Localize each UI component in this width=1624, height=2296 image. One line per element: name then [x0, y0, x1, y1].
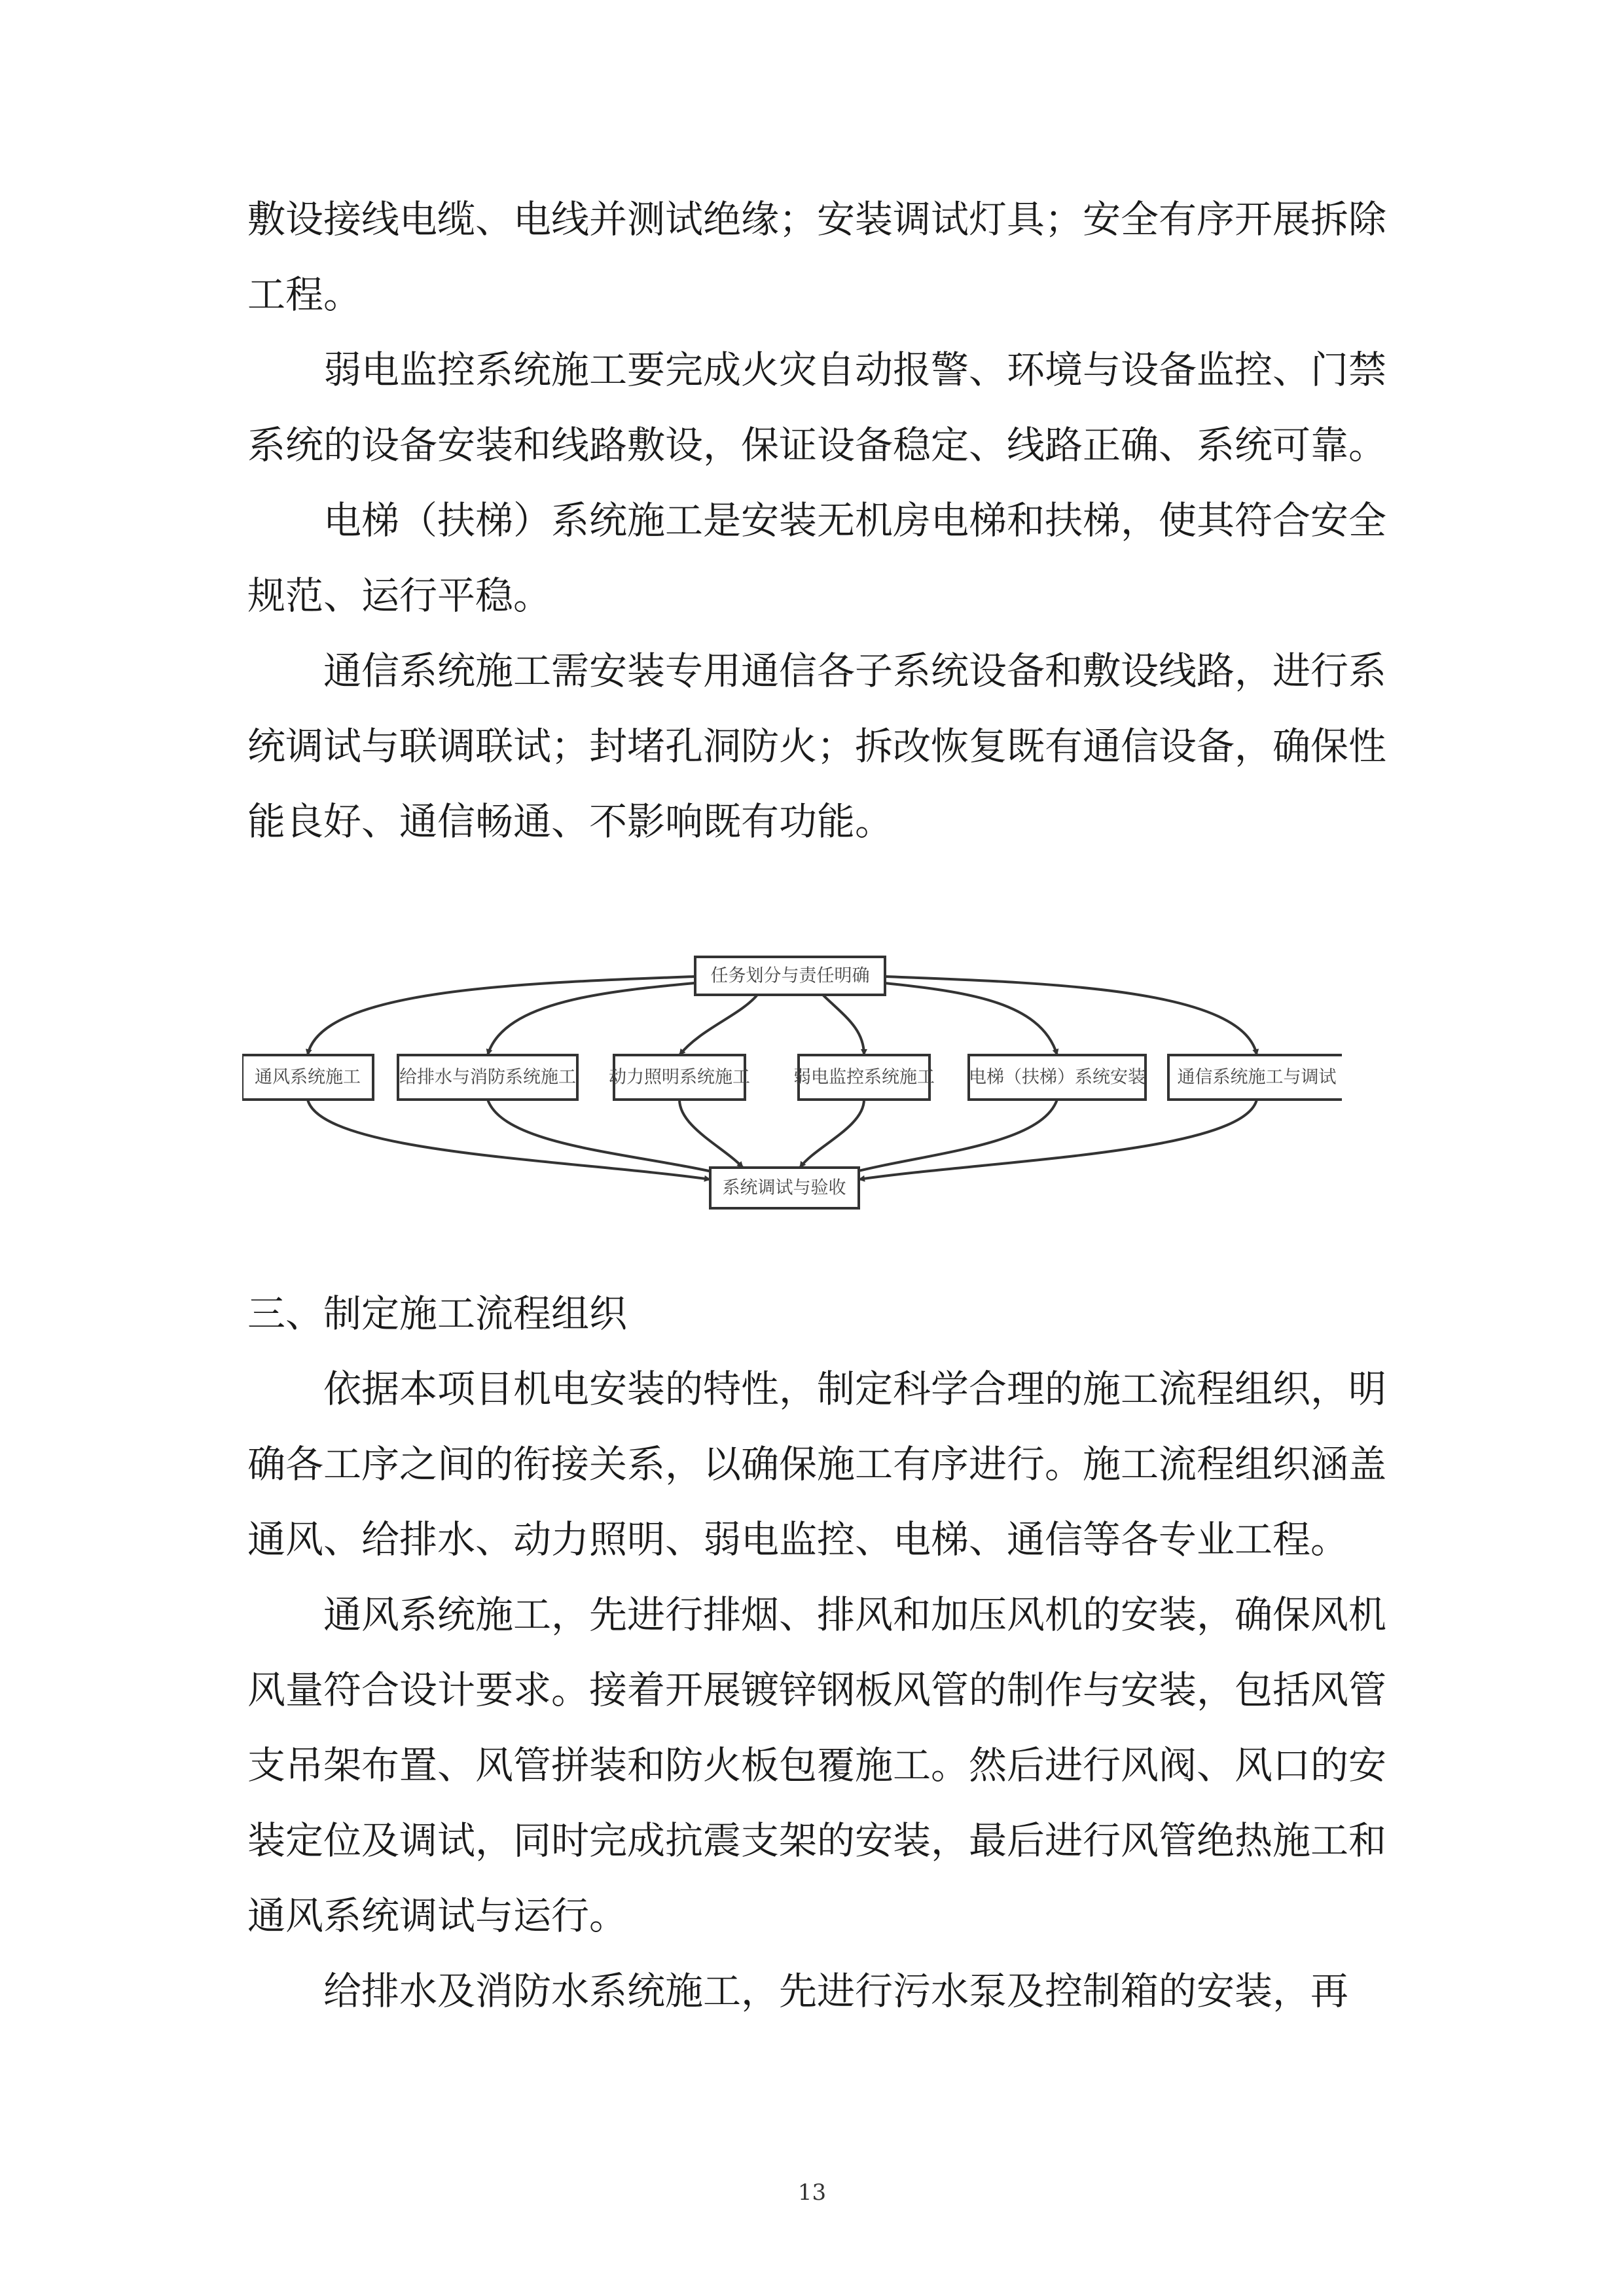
paragraph: 敷设接线电缆、电线并测试绝缘；安装调试灯具；安全有序开展拆除工程。 — [247, 197, 1387, 317]
body-text-bottom — [247, 1276, 1386, 2029]
flow-arrow — [823, 995, 864, 1055]
node-label: 系统调试与验收 — [722, 1177, 846, 1198]
flow-arrow — [488, 1100, 723, 1174]
paragraph: 给排水及消防水系统施工，先进行污水泵及控制箱的安装，再 — [323, 1969, 1349, 2013]
node-label: 弱电监控系统施工 — [793, 1067, 935, 1088]
paragraph: 依据本项目机电安装的特性，制定科学合理的施工流程组织，明确各工序之间的衔接关系，以确保施工有序进行。施工流程组织涵盖通风、给排水、动力照明、弱电监控、电梯、通信等各专业工程。 — [247, 1367, 1387, 1562]
node-elevator — [969, 1055, 1146, 1100]
flow-arrow — [872, 982, 1057, 1055]
page-number: 13 — [797, 2179, 827, 2206]
node-ventilation — [242, 1055, 373, 1100]
node-system-acceptance — [710, 1168, 859, 1208]
paragraph: 弱电监控系统施工要完成火灾自动报警、环境与设备监控、门禁系统的设备安装和线路敷设，保证设备稳定、线路正确、系统可靠。 — [247, 348, 1387, 467]
node-label: 电梯（扶梯）系统安装 — [969, 1067, 1146, 1088]
flow-arrow — [488, 982, 708, 1055]
flow-arrow — [308, 1100, 710, 1179]
paragraph: 电梯（扶梯）系统施工是安装无机房电梯和扶梯，使其符合安全规范、运行平稳。 — [247, 498, 1387, 618]
flow-arrow — [885, 977, 1257, 1055]
flow-arrow — [859, 1100, 1257, 1179]
task-flow-diagram — [242, 937, 1342, 1225]
node-label: 通风系统施工 — [255, 1067, 361, 1088]
paragraph: 通风系统施工，先进行排烟、排风和加压风机的安装，确保风机风量符合设计要求。接着开展镀锌钢板风管的制作与安装，包括风管支吊架布置、风管拼装和防火板包覆施工。然后进行风阀、风口的安装定位及调试，同时完成抗震支架的安装，最后进行风管绝热施工和通风系统调试与运行。 — [247, 1592, 1387, 1938]
section-heading: 三、制定施工流程组织 — [247, 1291, 628, 1336]
flow-arrow — [679, 1100, 743, 1168]
node-label: 给排水与消防系统施工 — [399, 1067, 576, 1088]
node-low-voltage — [793, 1055, 935, 1100]
node-communication — [1168, 1055, 1342, 1100]
flow-arrow — [846, 1100, 1057, 1174]
flow-arrow — [679, 995, 757, 1055]
flow-arrow — [800, 1100, 864, 1168]
node-label: 动力照明系统施工 — [609, 1067, 750, 1088]
node-label: 通信系统施工与调试 — [1177, 1067, 1337, 1088]
node-water-fire — [398, 1055, 577, 1100]
paragraph: 通信系统施工需安装专用通信各子系统设备和敷设线路，进行系统调试与联调联试；封堵孔洞防火；拆改恢复既有通信设备，确保性能良好、通信畅通、不影响既有功能。 — [247, 649, 1387, 844]
node-label: 任务划分与责任明确 — [710, 965, 870, 986]
body-text-top — [247, 182, 1386, 859]
node-task-division — [695, 957, 885, 995]
node-power-lighting — [609, 1055, 750, 1100]
